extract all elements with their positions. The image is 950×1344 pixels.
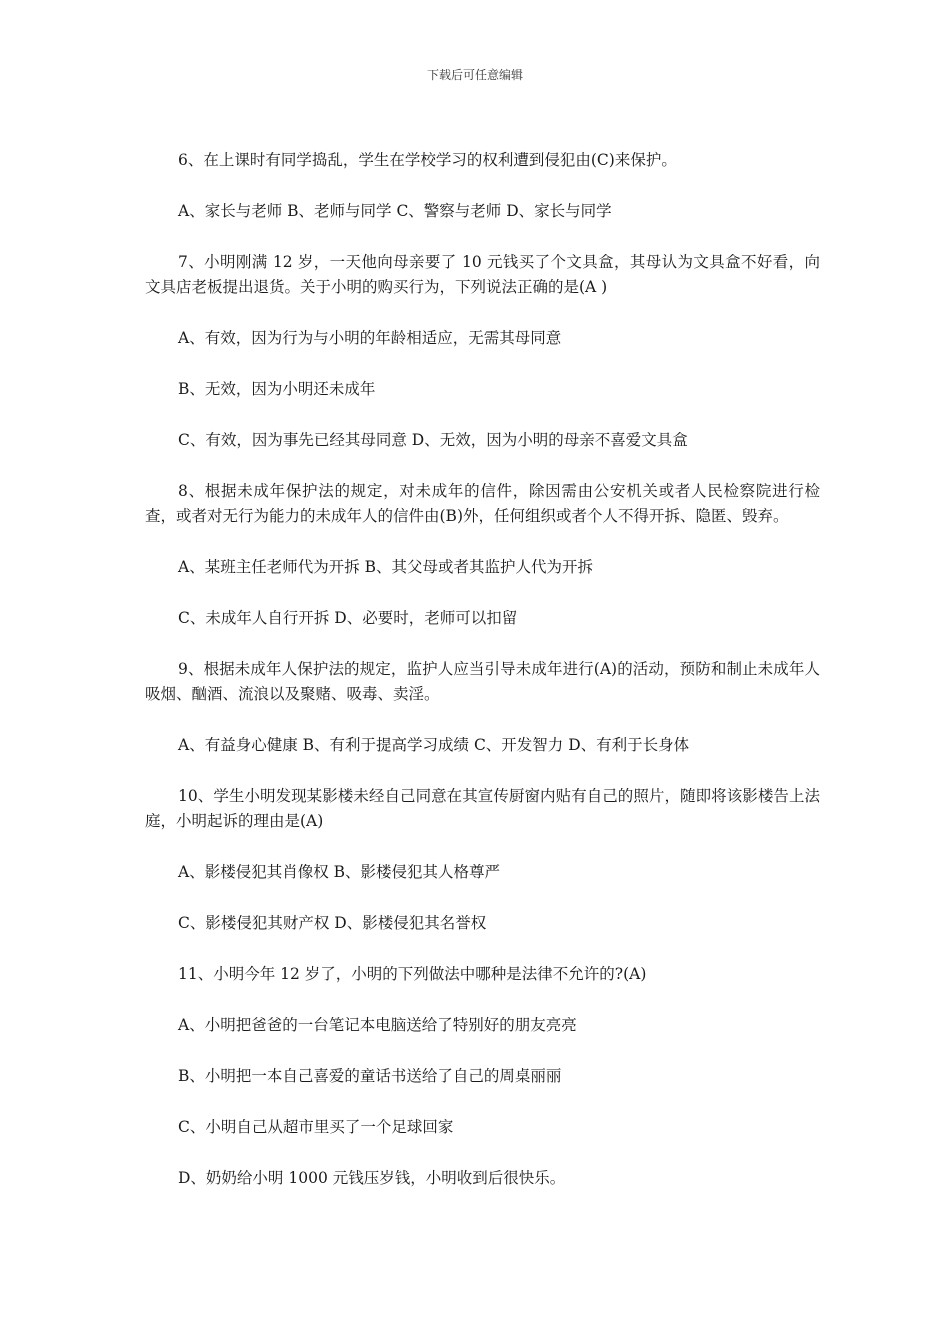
document-body (145, 148, 820, 1217)
question-8-stem: 8、根据未成年保护法的规定，对未成年的信件，除因需由公安机关或者人民检察院进行检查，或者对无行为能力的未成年人的信件由(B)外，任何组织或者个人不得开拆、隐匿、毁弃。 (145, 482, 820, 525)
question-11-stem: 11、小明今年 12 岁了，小明的下列做法中哪种是法律不允许的?(A) (178, 965, 647, 983)
question-11-option-b: B、小明把一本自己喜爱的童话书送给了自己的周桌丽丽 (178, 1067, 562, 1085)
question-6-stem: 6、在上课时有同学捣乱，学生在学校学习的权利遭到侵犯由(C)来保护。 (178, 151, 677, 169)
page-header-note: 下载后可任意编辑 (426, 68, 523, 82)
question-9-options: A、有益身心健康 B、有利于提高学习成绩 C、开发智力 D、有利于长身体 (178, 736, 690, 754)
question-8-options-cd: C、未成年人自行开拆 D、必要时，老师可以扣留 (178, 609, 518, 627)
question-6-options: A、家长与老师 B、老师与同学 C、警察与老师 D、家长与同学 (178, 202, 612, 220)
question-7-options-cd: C、有效，因为事先已经其母同意 D、无效，因为小明的母亲不喜爱文具盒 (178, 431, 688, 449)
question-7-option-b: B、无效，因为小明还未成年 (178, 380, 376, 398)
question-8-options-ab: A、某班主任老师代为开拆 B、其父母或者其监护人代为开拆 (178, 558, 594, 576)
question-11-option-a: A、小明把爸爸的一台笔记本电脑送给了特别好的朋友亮亮 (178, 1016, 577, 1034)
question-10-options-cd: C、影楼侵犯其财产权 D、影楼侵犯其名誉权 (178, 914, 487, 932)
question-11-option-d: D、奶奶给小明 1000 元钱压岁钱，小明收到后很快乐。 (178, 1169, 566, 1187)
question-10-stem: 10、学生小明发现某影楼未经自己同意在其宣传厨窗内贴有自己的照片，随即将该影楼告上法庭，小明起诉的理由是(A) (145, 787, 820, 830)
question-10-options-ab: A、影楼侵犯其肖像权 B、影楼侵犯其人格尊严 (178, 863, 501, 881)
question-9-stem: 9、根据未成年人保护法的规定，监护人应当引导未成年进行(A)的活动，预防和制止未成年人吸烟、酗酒、流浪以及聚赌、吸毒、卖淫。 (145, 660, 820, 703)
question-11-option-c: C、小明自己从超市里买了一个足球回家 (178, 1118, 454, 1136)
question-7-option-a: A、有效，因为行为与小明的年龄相适应，无需其母同意 (178, 329, 562, 347)
question-7-stem: 7、小明刚满 12 岁，一天他向母亲要了 10 元钱买了个文具盒，其母认为文具盒不好看，向文具店老板提出退货。关于小明的购买行为，下列说法正确的是(A ) (145, 253, 820, 296)
